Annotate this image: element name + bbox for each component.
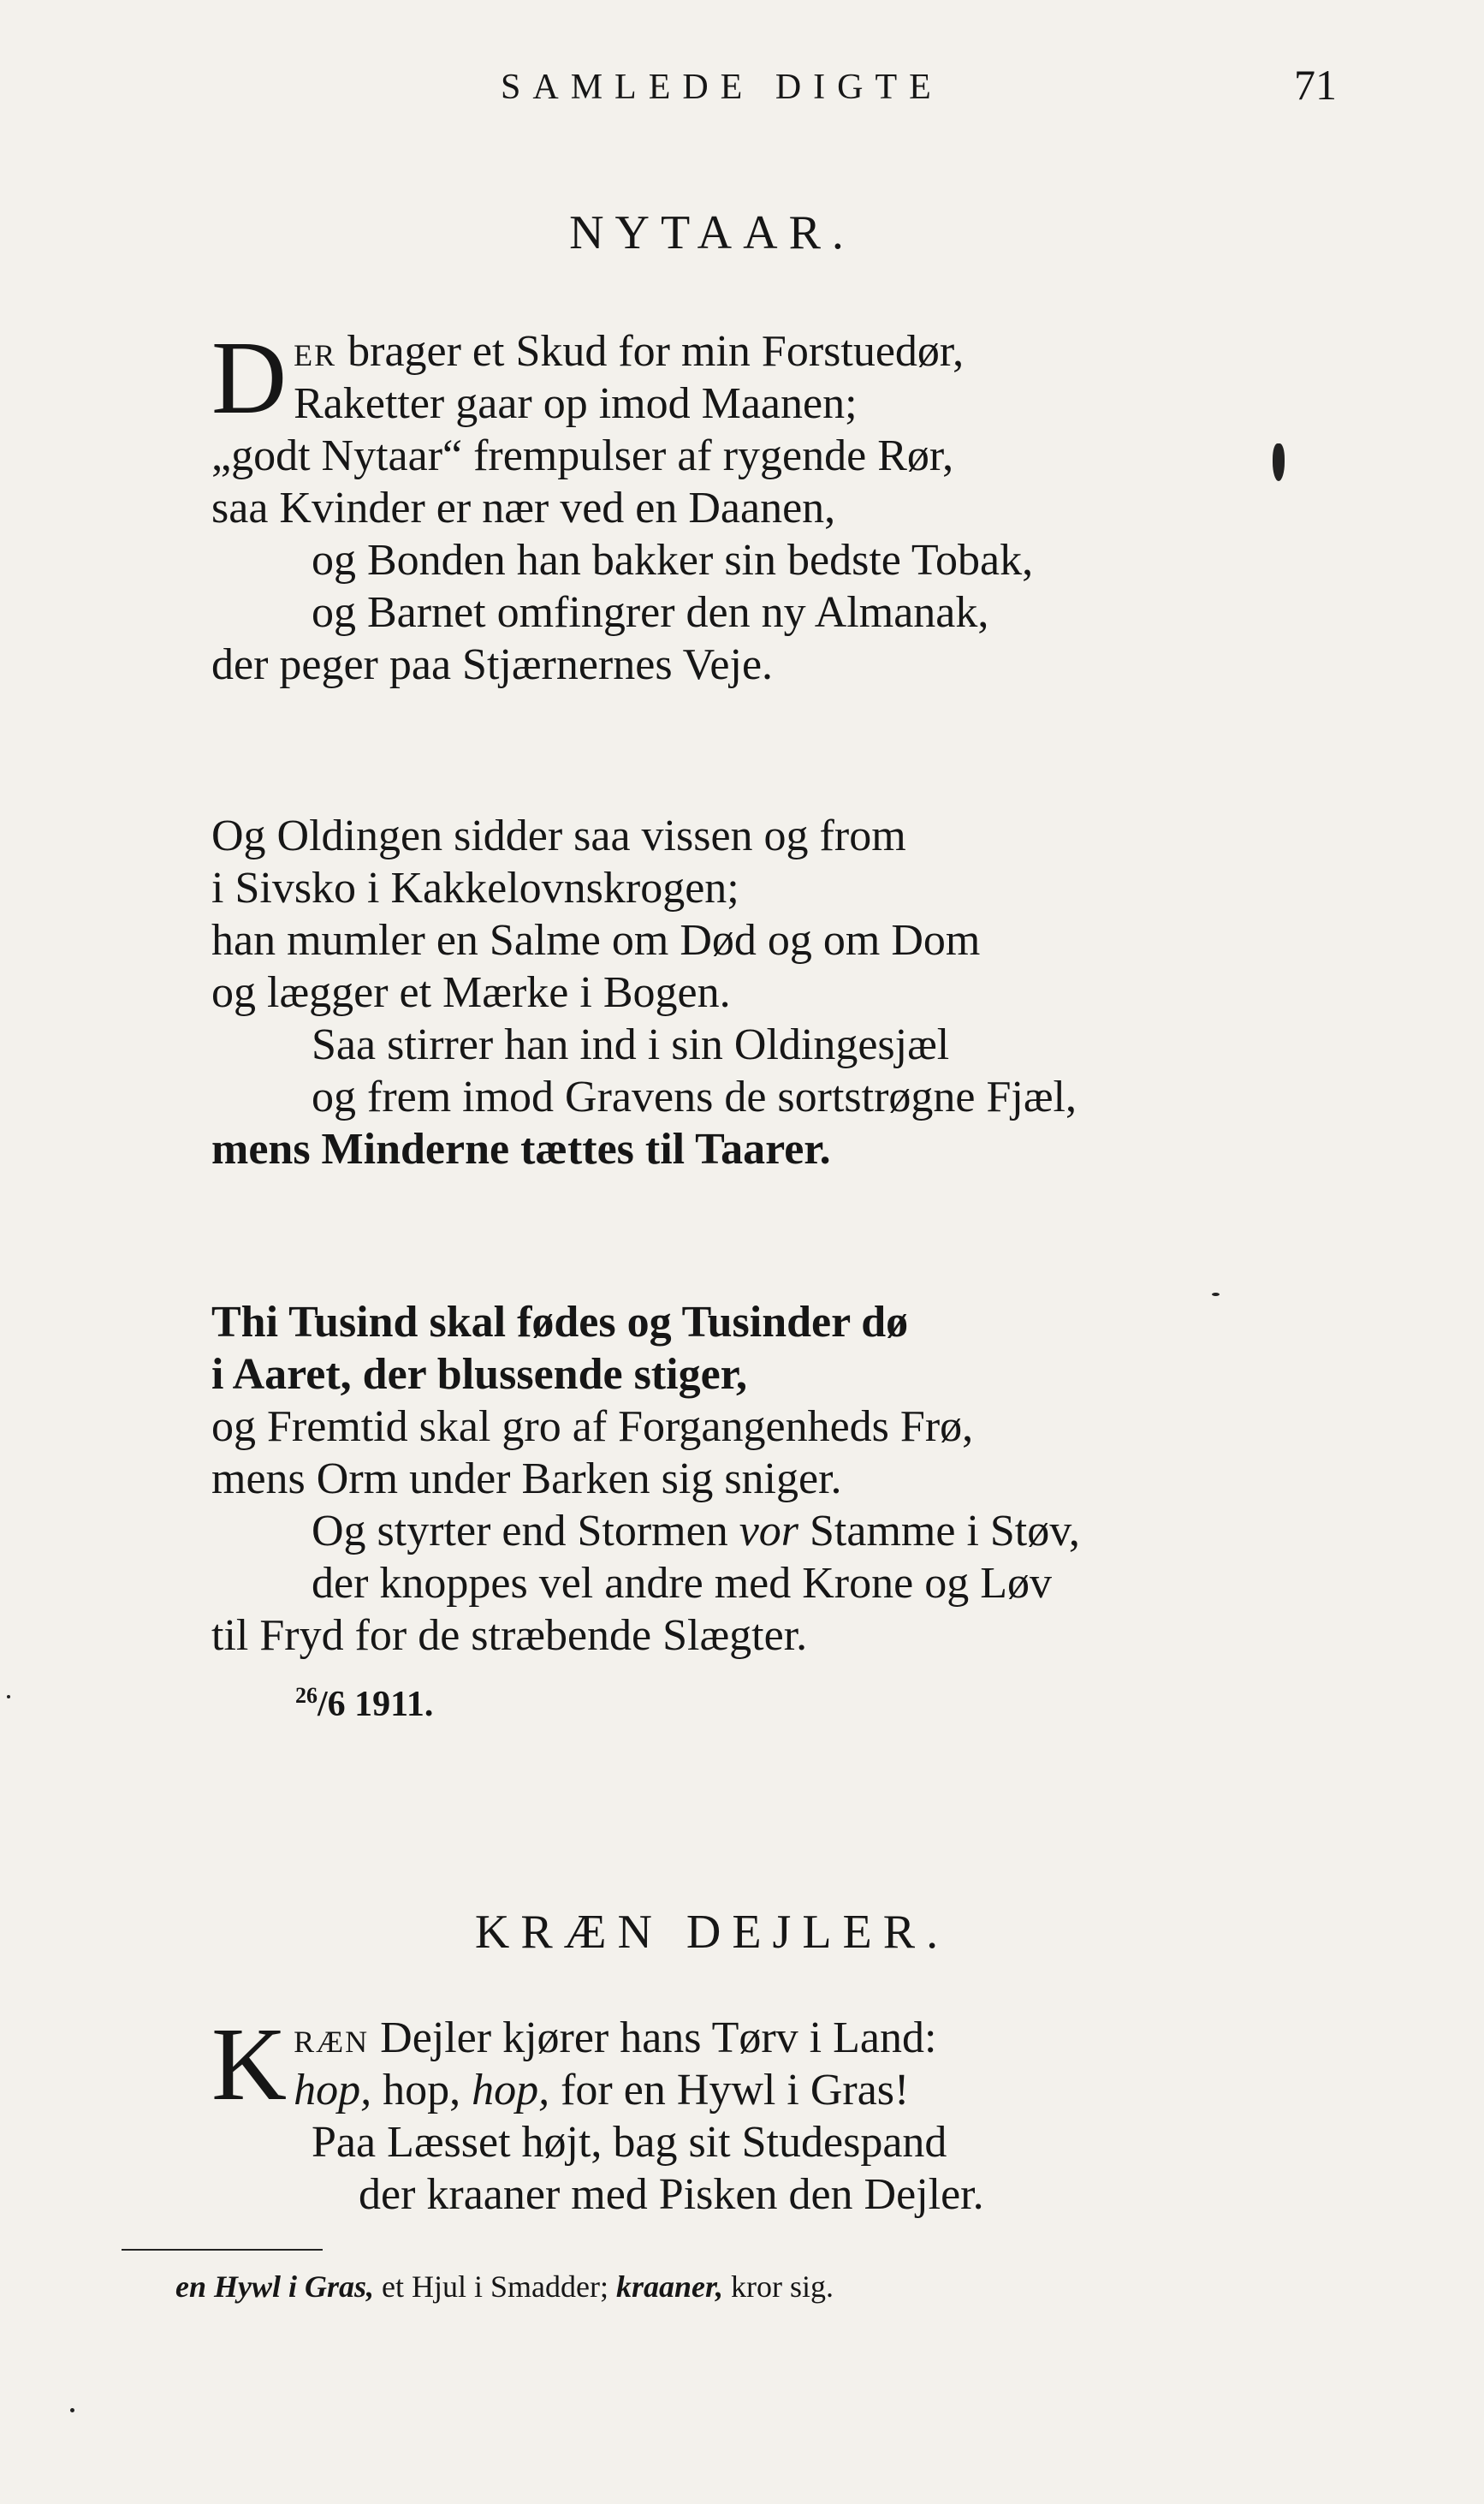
- verse-line: der knoppes vel andre med Krone og Løv: [312, 1559, 1052, 1608]
- ink-speck: [70, 2408, 74, 2412]
- verse-line: hop, hop, hop, for en Hywl i Gras!: [294, 2066, 910, 2114]
- ink-speck: [7, 1695, 10, 1698]
- verse-line: i Aaret, der blussende stiger,: [211, 1350, 747, 1399]
- verse-line: Thi Tusind skal fødes og Tusinder dø: [211, 1298, 909, 1347]
- poem-title-nytaar: NYTAAR.: [569, 206, 855, 259]
- ink-speck: [1273, 443, 1285, 481]
- verse-line: „godt Nytaar“ frempulser af rygende Rør,: [211, 431, 954, 480]
- verse-line: i Sivsko i Kakkelovnskrogen;: [211, 864, 739, 913]
- verse-line: Og styrter end Stormen vor Stamme i Støv,: [312, 1507, 1080, 1555]
- poem-title-kraen-dejler: KRÆN DEJLER.: [474, 1906, 950, 1959]
- ink-speck: [1212, 1293, 1220, 1296]
- footnote-rule: [122, 2249, 323, 2251]
- poem-date: $^{26}$/6 1911.: [295, 1683, 434, 1724]
- verse-line: til Fryd for de stræbende Slægter.: [211, 1611, 808, 1660]
- stanza-2: [211, 810, 1367, 1175]
- verse-line: Paa Læsset højt, bag sit Studespand: [312, 2118, 947, 2167]
- verse-line: mens Orm under Barken sig sniger.: [211, 1454, 842, 1503]
- drop-cap: D: [211, 320, 288, 436]
- stanza-1: [211, 320, 1367, 691]
- stanza-kraen-dejler: [211, 2007, 1367, 2221]
- verse-line: og Bonden han bakker sin bedste Tobak,: [312, 536, 1034, 585]
- verse-line: der kraaner med Pisken den Dejler.: [359, 2170, 984, 2219]
- verse-line: Og Oldingen sidder saa vissen og from: [211, 812, 906, 860]
- verse-line: og Barnet omfingrer den ny Almanak,: [312, 588, 989, 637]
- verse-line: Saa stirrer han ind i sin Oldingesjæl: [312, 1020, 950, 1069]
- verse-line: mens Minderne tættes til Taarer.: [211, 1125, 831, 1174]
- footnote: en Hywl i Gras, et Hjul i Smadder; kraaner, kror sig.: [175, 2269, 834, 2304]
- verse-line: han mumler en Salme om Død og om Dom: [211, 916, 981, 965]
- verse-line: og Fremtid skal gro af Forgangenheds Frø,: [211, 1402, 974, 1451]
- verse-line: Raketter gaar op imod Maanen;: [294, 379, 858, 428]
- page-number: 71: [1294, 61, 1337, 109]
- verse-line: ER brager et Skud for min Forstuedør,: [294, 327, 965, 376]
- verse-line: og lægger et Mærke i Bogen.: [211, 968, 731, 1017]
- running-title: SAMLEDE DIGTE: [501, 68, 943, 107]
- page-header: [0, 60, 1484, 111]
- verse-line: RÆN Dejler kjører hans Tørv i Land:: [294, 2013, 937, 2062]
- drop-cap: K: [211, 2007, 288, 2122]
- verse-line: der peger paa Stjærnernes Veje.: [211, 640, 774, 689]
- verse-line: saa Kvinder er nær ved en Daanen,: [211, 484, 836, 532]
- verse-line: og frem imod Gravens de sortstrøgne Fjæl,: [312, 1073, 1077, 1121]
- stanza-3: [211, 1296, 1367, 1662]
